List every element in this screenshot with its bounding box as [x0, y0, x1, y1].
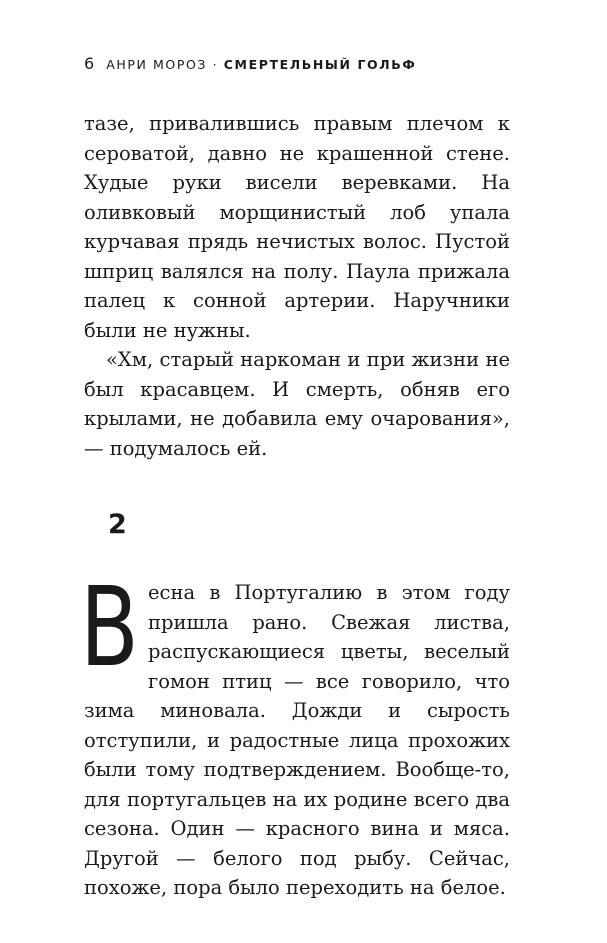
book-title: СМЕРТЕЛЬНЫЙ ГОЛЬФ	[223, 57, 417, 72]
paragraph	[80, 563, 510, 903]
paragraph-body: есна в Португалию в этом году пришла рано. Свежая листва, распускающиеся цветы, веселый гомон птиц — все говорило, что зима миновала. Дожди и сырость отступили, и радостные лица прохожих были тому подтверждением. Вообще-то, для португальцев на их родине всего два сезона. Один — красного вина и мяса. Другой — белого под рыбу. Сейчас, похоже, пора было переходить на белое.	[84, 581, 510, 899]
drop-cap: В	[80, 563, 139, 691]
header-separator: ·	[212, 57, 219, 72]
paragraph: «Хм, старый наркоман и при жизни не был красавцем. И смерть, обняв его крылами, не добавила ему очарования», — подумалось ей.	[84, 348, 510, 460]
chapter-number: 2	[108, 509, 127, 540]
running-head	[84, 54, 416, 75]
section-1-text	[84, 109, 510, 463]
author-name: АНРИ МОРОЗ	[106, 57, 208, 72]
page-number: 6	[84, 54, 95, 73]
paragraph: тазе, привалившись правым плечом к сероватой, давно не крашенной стене. Худые руки висели веревками. На оливковый морщинистый лоб упала курчавая прядь нечистых волос. Пустой шприц валялся на полу. Паула прижала палец к сонной артерии. Наручники были не нужны.	[84, 112, 510, 342]
chapter-2-text	[80, 563, 510, 903]
